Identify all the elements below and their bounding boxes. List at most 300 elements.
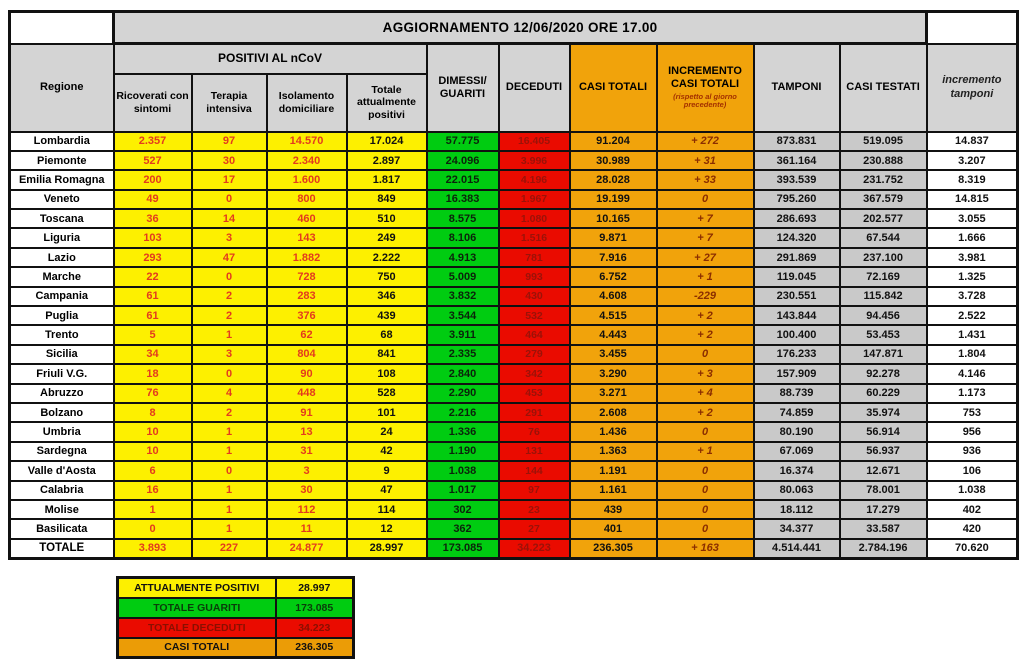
cell-ricoverati_con_sintomi: 3.893: [114, 539, 192, 559]
cell-incremento_casi_totali: 0: [657, 519, 754, 538]
table-row: [10, 209, 1018, 228]
cell-casi_testati: 67.544: [840, 228, 927, 247]
cell-deceduti: 291: [499, 403, 570, 422]
cell-dimessi_guariti: 24.096: [427, 151, 499, 170]
cell-incremento_tamponi: 3.981: [927, 248, 1018, 267]
cell-casi_totali: 9.871: [570, 228, 657, 247]
cell-totale_attualmente_positivi: 2.897: [347, 151, 427, 170]
cell-totale_attualmente_positivi: 439: [347, 306, 427, 325]
cell-deceduti: 131: [499, 442, 570, 461]
cell-totale_attualmente_positivi: 114: [347, 500, 427, 519]
cell-dimessi_guariti: 1.336: [427, 422, 499, 441]
cell-incremento_casi_totali: + 2: [657, 325, 754, 344]
cell-tamponi: 361.164: [754, 151, 840, 170]
legend-row: [118, 638, 354, 658]
cell-isolamento_domiciliare: 14.570: [267, 132, 347, 151]
cell-dimessi_guariti: 3.544: [427, 306, 499, 325]
cell-deceduti: 453: [499, 384, 570, 403]
header-deceduti: DECEDUTI: [499, 44, 570, 132]
header-totale-positivi: Totale attualmente positivi: [347, 74, 427, 132]
cell-isolamento_domiciliare: 62: [267, 325, 347, 344]
cell-incremento_tamponi: 420: [927, 519, 1018, 538]
cell-isolamento_domiciliare: 728: [267, 267, 347, 286]
cell-terapia_intensiva: 17: [192, 170, 267, 189]
cell-casi_totali: 3.271: [570, 384, 657, 403]
cell-incremento_tamponi: 3.207: [927, 151, 1018, 170]
cell-casi_testati: 202.577: [840, 209, 927, 228]
cell-dimessi_guariti: 8.575: [427, 209, 499, 228]
cell-tamponi: 80.063: [754, 481, 840, 500]
cell-casi_testati: 115.842: [840, 287, 927, 306]
header-incremento-casi: [657, 44, 754, 132]
table-row: [10, 325, 1018, 344]
cell-terapia_intensiva: 227: [192, 539, 267, 559]
cell-totale_attualmente_positivi: 841: [347, 345, 427, 364]
cell-casi_totali: 439: [570, 500, 657, 519]
cell-tamponi: 100.400: [754, 325, 840, 344]
cell-terapia_intensiva: 30: [192, 151, 267, 170]
cell-incremento_casi_totali: 0: [657, 190, 754, 209]
cell-deceduti: 1.967: [499, 190, 570, 209]
cell-incremento_casi_totali: + 1: [657, 267, 754, 286]
legend-value: 236.305: [276, 638, 354, 658]
cell-incremento_casi_totali: + 3: [657, 364, 754, 383]
legend-value: 34.223: [276, 618, 354, 638]
cell-incremento_tamponi: 2.522: [927, 306, 1018, 325]
summary-legend: [116, 576, 355, 659]
cell-incremento_casi_totali: + 4: [657, 384, 754, 403]
cell-ricoverati_con_sintomi: 200: [114, 170, 192, 189]
cell-ricoverati_con_sintomi: 103: [114, 228, 192, 247]
cell-totale_attualmente_positivi: 42: [347, 442, 427, 461]
region-name: Toscana: [10, 209, 114, 228]
cell-ricoverati_con_sintomi: 10: [114, 422, 192, 441]
cell-casi_testati: 78.001: [840, 481, 927, 500]
cell-incremento_casi_totali: 0: [657, 500, 754, 519]
table-row: [10, 481, 1018, 500]
cell-isolamento_domiciliare: 24.877: [267, 539, 347, 559]
cell-casi_testati: 367.579: [840, 190, 927, 209]
cell-isolamento_domiciliare: 143: [267, 228, 347, 247]
top-right-spacer: [927, 12, 1018, 44]
cell-ricoverati_con_sintomi: 2.357: [114, 132, 192, 151]
cell-isolamento_domiciliare: 13: [267, 422, 347, 441]
legend-value: 173.085: [276, 598, 354, 618]
cell-incremento_tamponi: 106: [927, 461, 1018, 480]
cell-ricoverati_con_sintomi: 6: [114, 461, 192, 480]
cell-totale_attualmente_positivi: 750: [347, 267, 427, 286]
table-row: [10, 519, 1018, 538]
cell-casi_testati: 33.587: [840, 519, 927, 538]
cell-casi_testati: 147.871: [840, 345, 927, 364]
cell-casi_testati: 2.784.196: [840, 539, 927, 559]
cell-deceduti: 76: [499, 422, 570, 441]
cell-casi_testati: 12.671: [840, 461, 927, 480]
cell-ricoverati_con_sintomi: 1: [114, 500, 192, 519]
cell-casi_totali: 6.752: [570, 267, 657, 286]
table-row: [10, 190, 1018, 209]
cell-deceduti: 430: [499, 287, 570, 306]
cell-dimessi_guariti: 8.106: [427, 228, 499, 247]
legend-row: [118, 618, 354, 638]
cell-incremento_casi_totali: 0: [657, 422, 754, 441]
cell-casi_totali: 4.515: [570, 306, 657, 325]
cell-isolamento_domiciliare: 30: [267, 481, 347, 500]
cell-isolamento_domiciliare: 2.340: [267, 151, 347, 170]
cell-deceduti: 4.196: [499, 170, 570, 189]
cell-totale_attualmente_positivi: 108: [347, 364, 427, 383]
cell-dimessi_guariti: 2.216: [427, 403, 499, 422]
cell-dimessi_guariti: 57.775: [427, 132, 499, 151]
cell-casi_testati: 17.279: [840, 500, 927, 519]
cell-isolamento_domiciliare: 90: [267, 364, 347, 383]
cell-incremento_tamponi: 1.431: [927, 325, 1018, 344]
cell-deceduti: 34.223: [499, 539, 570, 559]
cell-ricoverati_con_sintomi: 293: [114, 248, 192, 267]
cell-tamponi: 4.514.441: [754, 539, 840, 559]
cell-dimessi_guariti: 2.840: [427, 364, 499, 383]
cell-dimessi_guariti: 1.017: [427, 481, 499, 500]
cell-casi_totali: 7.916: [570, 248, 657, 267]
cell-deceduti: 97: [499, 481, 570, 500]
cell-totale_attualmente_positivi: 9: [347, 461, 427, 480]
region-name: Piemonte: [10, 151, 114, 170]
cell-isolamento_domiciliare: 112: [267, 500, 347, 519]
cell-ricoverati_con_sintomi: 61: [114, 306, 192, 325]
cell-casi_testati: 53.453: [840, 325, 927, 344]
cell-terapia_intensiva: 2: [192, 306, 267, 325]
cell-totale_attualmente_positivi: 24: [347, 422, 427, 441]
legend-row: [118, 578, 354, 598]
cell-tamponi: 80.190: [754, 422, 840, 441]
table-row: [10, 267, 1018, 286]
cell-casi_testati: 56.914: [840, 422, 927, 441]
cell-incremento_tamponi: 1.804: [927, 345, 1018, 364]
cell-ricoverati_con_sintomi: 16: [114, 481, 192, 500]
cell-ricoverati_con_sintomi: 76: [114, 384, 192, 403]
header-terapia: Terapia intensiva: [192, 74, 267, 132]
cell-isolamento_domiciliare: 460: [267, 209, 347, 228]
cell-incremento_tamponi: 8.319: [927, 170, 1018, 189]
cell-ricoverati_con_sintomi: 10: [114, 442, 192, 461]
cell-totale_attualmente_positivi: 528: [347, 384, 427, 403]
cell-deceduti: 23: [499, 500, 570, 519]
cell-totale_attualmente_positivi: 17.024: [347, 132, 427, 151]
table-row: [10, 228, 1018, 247]
cell-terapia_intensiva: 1: [192, 481, 267, 500]
totale-row: [10, 539, 1018, 559]
cell-casi_totali: 1.436: [570, 422, 657, 441]
cell-incremento_casi_totali: + 2: [657, 403, 754, 422]
cell-casi_testati: 60.229: [840, 384, 927, 403]
cell-incremento_tamponi: 936: [927, 442, 1018, 461]
cell-terapia_intensiva: 0: [192, 190, 267, 209]
cell-dimessi_guariti: 362: [427, 519, 499, 538]
cell-incremento_casi_totali: + 7: [657, 209, 754, 228]
table-row: [10, 306, 1018, 325]
region-name: Abruzzo: [10, 384, 114, 403]
cell-tamponi: 873.831: [754, 132, 840, 151]
cell-ricoverati_con_sintomi: 5: [114, 325, 192, 344]
cell-tamponi: 88.739: [754, 384, 840, 403]
cell-isolamento_domiciliare: 1.600: [267, 170, 347, 189]
legend-label: CASI TOTALI: [118, 638, 276, 658]
cell-tamponi: 176.233: [754, 345, 840, 364]
cell-casi_totali: 28.028: [570, 170, 657, 189]
region-name: Trento: [10, 325, 114, 344]
cell-incremento_casi_totali: + 7: [657, 228, 754, 247]
header-regione: Regione: [10, 44, 114, 132]
table-row: [10, 364, 1018, 383]
cell-ricoverati_con_sintomi: 36: [114, 209, 192, 228]
region-name: Basilicata: [10, 519, 114, 538]
cell-incremento_tamponi: 402: [927, 500, 1018, 519]
cell-ricoverati_con_sintomi: 8: [114, 403, 192, 422]
cell-dimessi_guariti: 3.832: [427, 287, 499, 306]
cell-incremento_tamponi: 14.837: [927, 132, 1018, 151]
cell-terapia_intensiva: 1: [192, 442, 267, 461]
cell-casi_totali: 1.191: [570, 461, 657, 480]
header-dimessi-guariti: DIMESSI/ GUARITI: [427, 44, 499, 132]
cell-isolamento_domiciliare: 91: [267, 403, 347, 422]
cell-terapia_intensiva: 0: [192, 267, 267, 286]
cell-terapia_intensiva: 2: [192, 287, 267, 306]
cell-terapia_intensiva: 1: [192, 325, 267, 344]
cell-terapia_intensiva: 1: [192, 500, 267, 519]
cell-terapia_intensiva: 14: [192, 209, 267, 228]
cell-tamponi: 18.112: [754, 500, 840, 519]
cell-totale_attualmente_positivi: 28.997: [347, 539, 427, 559]
cell-deceduti: 464: [499, 325, 570, 344]
cell-incremento_casi_totali: + 1: [657, 442, 754, 461]
legend-label: ATTUALMENTE POSITIVI: [118, 578, 276, 598]
cell-tamponi: 795.260: [754, 190, 840, 209]
table-row: [10, 151, 1018, 170]
region-name: Puglia: [10, 306, 114, 325]
cell-terapia_intensiva: 47: [192, 248, 267, 267]
cell-incremento_tamponi: 4.146: [927, 364, 1018, 383]
top-left-spacer: [10, 12, 114, 44]
cell-deceduti: 1.516: [499, 228, 570, 247]
cell-totale_attualmente_positivi: 346: [347, 287, 427, 306]
cell-deceduti: 1.080: [499, 209, 570, 228]
cell-dimessi_guariti: 22.015: [427, 170, 499, 189]
table-row: [10, 442, 1018, 461]
cell-incremento_tamponi: 1.173: [927, 384, 1018, 403]
table-row: [10, 403, 1018, 422]
cell-terapia_intensiva: 3: [192, 345, 267, 364]
cell-isolamento_domiciliare: 804: [267, 345, 347, 364]
cell-isolamento_domiciliare: 376: [267, 306, 347, 325]
cell-tamponi: 230.551: [754, 287, 840, 306]
region-name: Calabria: [10, 481, 114, 500]
cell-tamponi: 34.377: [754, 519, 840, 538]
cell-incremento_casi_totali: + 27: [657, 248, 754, 267]
cell-totale_attualmente_positivi: 510: [347, 209, 427, 228]
region-name: TOTALE: [10, 539, 114, 559]
cell-dimessi_guariti: 3.911: [427, 325, 499, 344]
cell-deceduti: 27: [499, 519, 570, 538]
header-casi-testati: CASI TESTATI: [840, 44, 927, 132]
cell-terapia_intensiva: 3: [192, 228, 267, 247]
cell-casi_testati: 231.752: [840, 170, 927, 189]
cell-totale_attualmente_positivi: 1.817: [347, 170, 427, 189]
cell-tamponi: 74.859: [754, 403, 840, 422]
region-name: Sardegna: [10, 442, 114, 461]
cell-tamponi: 16.374: [754, 461, 840, 480]
cell-tamponi: 286.693: [754, 209, 840, 228]
cell-incremento_casi_totali: -229: [657, 287, 754, 306]
cell-terapia_intensiva: 1: [192, 519, 267, 538]
cell-incremento_tamponi: 3.728: [927, 287, 1018, 306]
region-name: Bolzano: [10, 403, 114, 422]
region-name: Molise: [10, 500, 114, 519]
header-group-positivi: POSITIVI AL nCoV: [114, 44, 427, 74]
cell-ricoverati_con_sintomi: 22: [114, 267, 192, 286]
region-name: Valle d'Aosta: [10, 461, 114, 480]
cell-tamponi: 291.869: [754, 248, 840, 267]
cell-incremento_casi_totali: + 31: [657, 151, 754, 170]
cell-tamponi: 393.539: [754, 170, 840, 189]
cell-casi_totali: 1.161: [570, 481, 657, 500]
cell-totale_attualmente_positivi: 68: [347, 325, 427, 344]
cell-deceduti: 532: [499, 306, 570, 325]
cell-isolamento_domiciliare: 1.882: [267, 248, 347, 267]
cell-casi_totali: 401: [570, 519, 657, 538]
cell-incremento_tamponi: 3.055: [927, 209, 1018, 228]
cell-terapia_intensiva: 2: [192, 403, 267, 422]
cell-incremento_tamponi: 14.815: [927, 190, 1018, 209]
cell-isolamento_domiciliare: 283: [267, 287, 347, 306]
cell-totale_attualmente_positivi: 849: [347, 190, 427, 209]
cell-totale_attualmente_positivi: 47: [347, 481, 427, 500]
table-row: [10, 422, 1018, 441]
cell-incremento_tamponi: 753: [927, 403, 1018, 422]
cell-ricoverati_con_sintomi: 0: [114, 519, 192, 538]
cell-tamponi: 67.069: [754, 442, 840, 461]
region-name: Lombardia: [10, 132, 114, 151]
cell-isolamento_domiciliare: 800: [267, 190, 347, 209]
cell-casi_totali: 4.608: [570, 287, 657, 306]
table-row: [10, 248, 1018, 267]
cell-dimessi_guariti: 1.190: [427, 442, 499, 461]
cell-casi_totali: 19.199: [570, 190, 657, 209]
cell-dimessi_guariti: 4.913: [427, 248, 499, 267]
cell-casi_totali: 10.165: [570, 209, 657, 228]
cell-terapia_intensiva: 4: [192, 384, 267, 403]
cell-ricoverati_con_sintomi: 61: [114, 287, 192, 306]
cell-casi_totali: 4.443: [570, 325, 657, 344]
cell-totale_attualmente_positivi: 12: [347, 519, 427, 538]
cell-incremento_casi_totali: 0: [657, 345, 754, 364]
cell-terapia_intensiva: 0: [192, 461, 267, 480]
cell-deceduti: 781: [499, 248, 570, 267]
region-name: Marche: [10, 267, 114, 286]
cell-casi_totali: 3.455: [570, 345, 657, 364]
cell-tamponi: 119.045: [754, 267, 840, 286]
cell-ricoverati_con_sintomi: 49: [114, 190, 192, 209]
covid-regional-table: [8, 10, 1019, 560]
region-name: Umbria: [10, 422, 114, 441]
region-name: Emilia Romagna: [10, 170, 114, 189]
cell-incremento_tamponi: 1.666: [927, 228, 1018, 247]
cell-ricoverati_con_sintomi: 34: [114, 345, 192, 364]
cell-deceduti: 3.996: [499, 151, 570, 170]
cell-terapia_intensiva: 97: [192, 132, 267, 151]
region-name: Lazio: [10, 248, 114, 267]
cell-tamponi: 143.844: [754, 306, 840, 325]
cell-tamponi: 157.909: [754, 364, 840, 383]
cell-incremento_casi_totali: + 272: [657, 132, 754, 151]
table-row: [10, 500, 1018, 519]
cell-casi_totali: 91.204: [570, 132, 657, 151]
table-row: [10, 170, 1018, 189]
header-casi-totali: CASI TOTALI: [570, 44, 657, 132]
cell-incremento_casi_totali: + 2: [657, 306, 754, 325]
cell-incremento_casi_totali: + 163: [657, 539, 754, 559]
cell-deceduti: 16.405: [499, 132, 570, 151]
cell-dimessi_guariti: 302: [427, 500, 499, 519]
cell-casi_testati: 94.456: [840, 306, 927, 325]
cell-casi_totali: 30.989: [570, 151, 657, 170]
cell-incremento_casi_totali: 0: [657, 481, 754, 500]
cell-casi_totali: 2.608: [570, 403, 657, 422]
cell-ricoverati_con_sintomi: 18: [114, 364, 192, 383]
header-isolamento: Isolamento domiciliare: [267, 74, 347, 132]
region-name: Sicilia: [10, 345, 114, 364]
cell-dimessi_guariti: 1.038: [427, 461, 499, 480]
cell-dimessi_guariti: 2.335: [427, 345, 499, 364]
header-tamponi: TAMPONI: [754, 44, 840, 132]
cell-dimessi_guariti: 2.290: [427, 384, 499, 403]
cell-incremento_tamponi: 956: [927, 422, 1018, 441]
cell-casi_testati: 92.278: [840, 364, 927, 383]
header-ricoverati: Ricoverati con sintomi: [114, 74, 192, 132]
cell-incremento_tamponi: 1.038: [927, 481, 1018, 500]
cell-totale_attualmente_positivi: 2.222: [347, 248, 427, 267]
cell-dimessi_guariti: 5.009: [427, 267, 499, 286]
table-row: [10, 345, 1018, 364]
cell-casi_testati: 230.888: [840, 151, 927, 170]
table-row: [10, 461, 1018, 480]
cell-casi_testati: 519.095: [840, 132, 927, 151]
region-name: Liguria: [10, 228, 114, 247]
cell-incremento_tamponi: 70.620: [927, 539, 1018, 559]
region-name: Campania: [10, 287, 114, 306]
table-title: AGGIORNAMENTO 12/06/2020 ORE 17.00: [114, 12, 927, 44]
cell-deceduti: 993: [499, 267, 570, 286]
cell-casi_testati: 237.100: [840, 248, 927, 267]
legend-label: TOTALE GUARITI: [118, 598, 276, 618]
cell-casi_testati: 72.169: [840, 267, 927, 286]
header-incremento-tamponi: incremento tamponi: [927, 44, 1018, 132]
cell-deceduti: 144: [499, 461, 570, 480]
cell-isolamento_domiciliare: 448: [267, 384, 347, 403]
region-name: Veneto: [10, 190, 114, 209]
header-incremento-casi-label: INCREMENTO CASI TOTALI: [668, 65, 742, 91]
legend-label: TOTALE DECEDUTI: [118, 618, 276, 638]
cell-deceduti: 279: [499, 345, 570, 364]
header-incremento-casi-note: (rispetto al giorno precedente): [673, 91, 737, 110]
legend-value: 28.997: [276, 578, 354, 598]
cell-terapia_intensiva: 0: [192, 364, 267, 383]
table-row: [10, 287, 1018, 306]
cell-casi_testati: 56.937: [840, 442, 927, 461]
cell-totale_attualmente_positivi: 249: [347, 228, 427, 247]
cell-incremento_tamponi: 1.325: [927, 267, 1018, 286]
cell-isolamento_domiciliare: 11: [267, 519, 347, 538]
cell-dimessi_guariti: 16.383: [427, 190, 499, 209]
